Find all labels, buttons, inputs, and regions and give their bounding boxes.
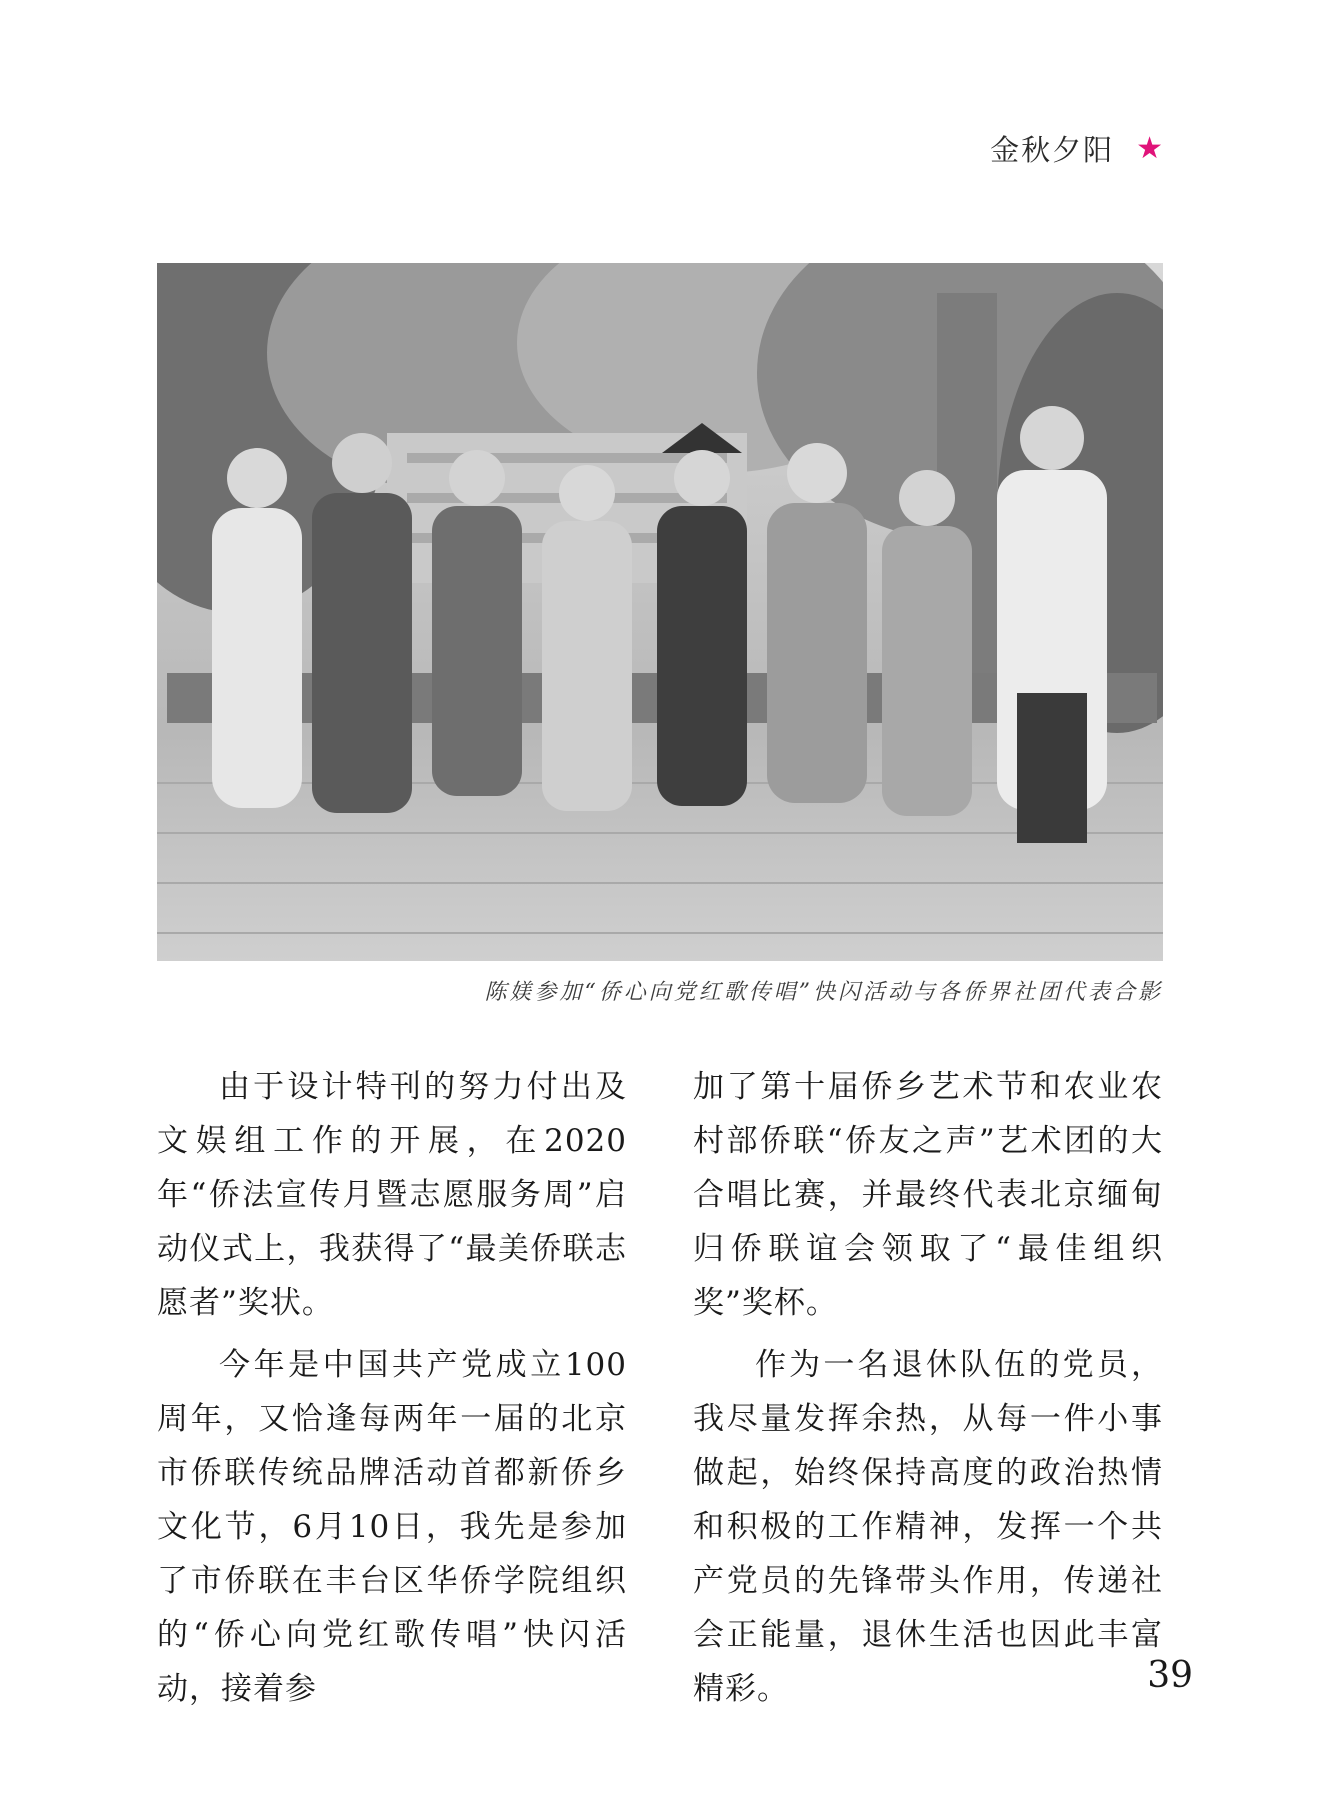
- left-column: [157, 1060, 627, 1724]
- paragraph: 加了第十届侨乡艺术节和农业农村部侨联“侨友之声”艺术团的大合唱比赛，并最终代表北京缅甸归侨联谊会领取了“最佳组织奖”奖杯。: [693, 1069, 1163, 1321]
- section-title: 金秋夕阳: [990, 133, 1115, 167]
- paragraph: 作为一名退休队伍的党员，我尽量发挥余热，从每一件小事做起，始终保持高度的政治热情和积极的工作精神，发挥一个共产党员的先锋带头作用，传递社会正能量，退休生活也因此丰富精彩。: [693, 1347, 1163, 1707]
- paragraph: 由于设计特刊的努力付出及文娱组工作的开展，在2020年“侨法宣传月暨志愿服务周”启动仪式上，我获得了“最美侨联志愿者”奖状。: [157, 1069, 627, 1321]
- photo-caption: 陈媄参加“侨心向党红歌传唱”快闪活动与各侨界社团代表合影: [484, 980, 1163, 1005]
- paragraph: 今年是中国共产党成立100周年，又恰逢每两年一届的北京市侨联传统品牌活动首都新侨乡文化节，6月10日，我先是参加了市侨联在丰台区华侨学院组织的“侨心向党红歌传唱”快闪活动，接着参: [157, 1347, 627, 1707]
- group-photo: [157, 263, 1163, 961]
- star-icon: ★: [1136, 130, 1165, 166]
- right-column: [693, 1060, 1163, 1724]
- page-number: 39: [1147, 1655, 1193, 1696]
- running-header: [990, 128, 1165, 169]
- photo-illustration: [157, 263, 1163, 961]
